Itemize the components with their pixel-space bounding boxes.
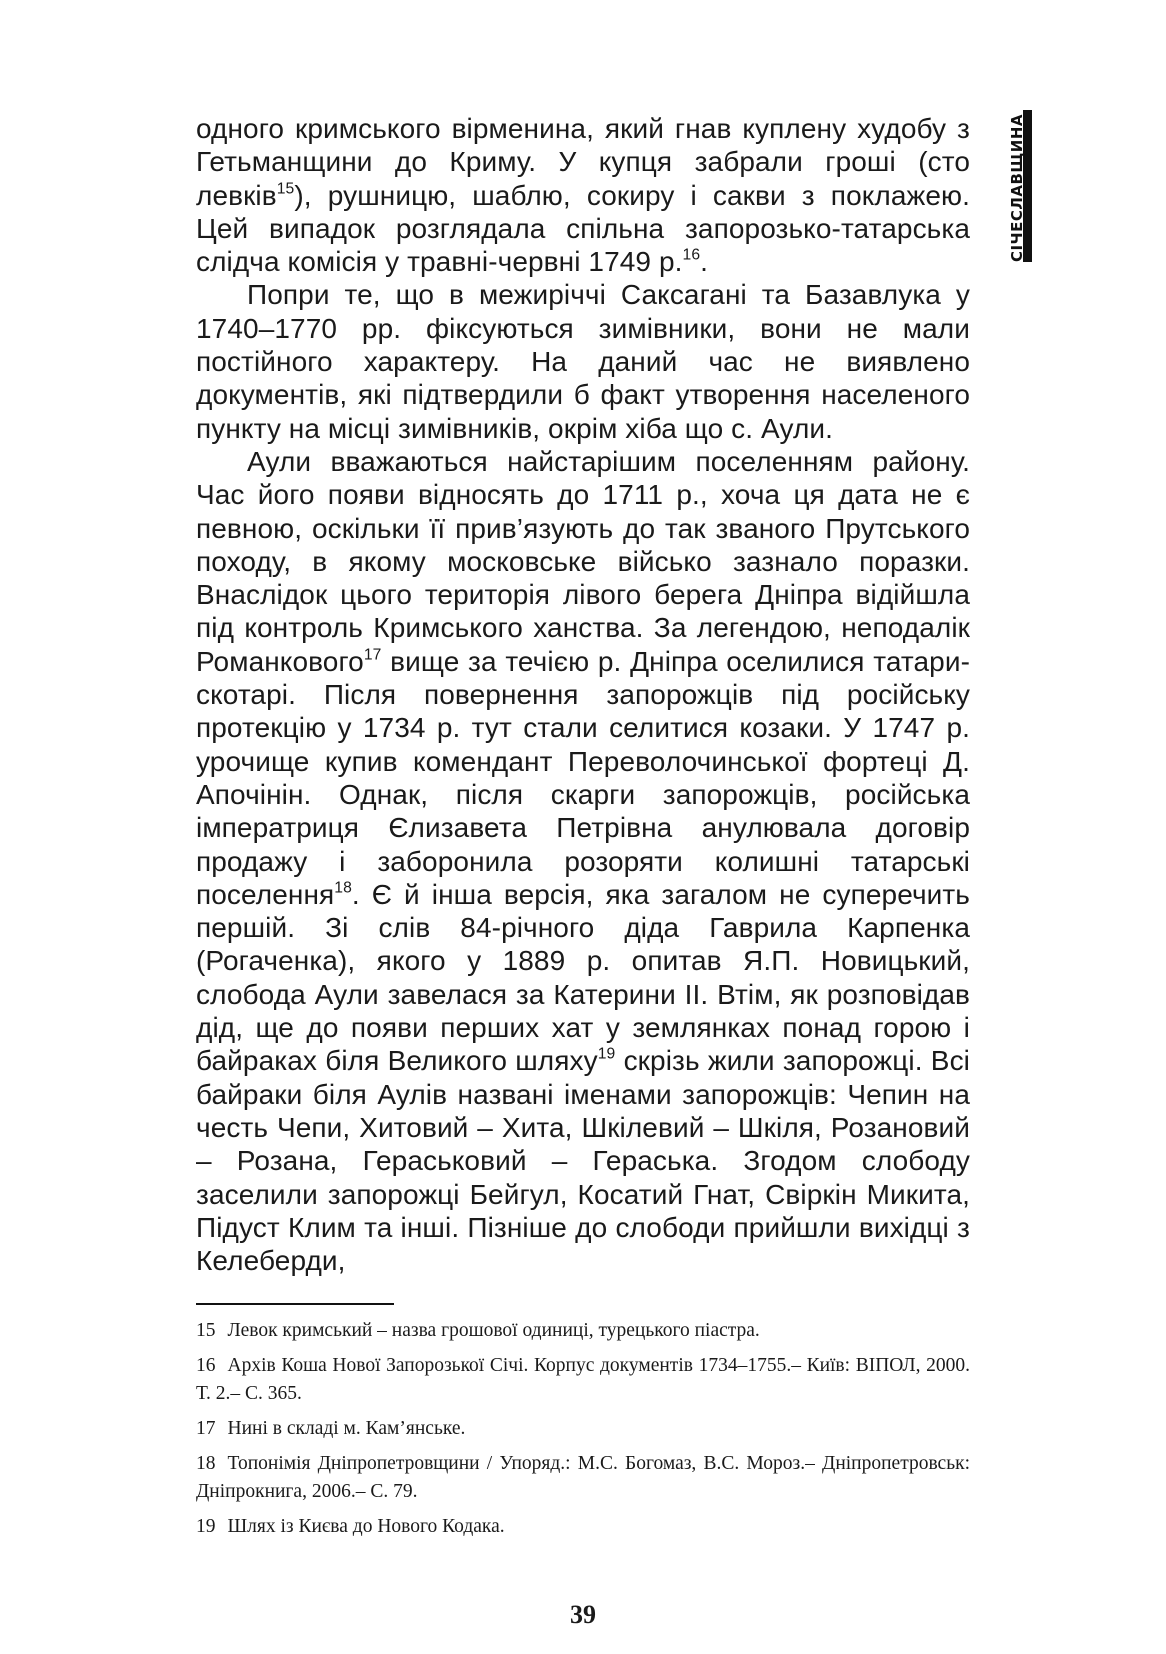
logo-text: СІЧЕСЛАВЩИНА [1008, 113, 1026, 263]
footnote-ref: 19 [597, 1045, 616, 1063]
footnote-ref: 16 [682, 246, 701, 264]
footnote [196, 1317, 970, 1345]
footnote-ref: 18 [334, 879, 352, 897]
footnote-ref: 17 [363, 646, 382, 663]
footnote-text: Архів Коша Нової Запорозької Січі. Корпус документів 1734–1755.– Київ: ВІПОЛ, 2000. Т. 2.– С. 365. [196, 1355, 970, 1404]
text-run: Аули вважаються найстарішим поселенням району. Час його появи відносять до 1711 р., хоча ця дата не є певною, оскільки її прив’язують до так званого Прутського походу, в якому московське військо зазнало поразки. Внаслідок цього територія лівого берега Дніпра відійшла під контроль Кримського ханства. За легендою, неподалік Романкового [196, 445, 970, 677]
text-run: одного кримського вірменина, який гнав куплену худобу з Гетьманщини до Криму. У купця забрали гроші (сто левків [196, 113, 970, 211]
text-run: Попри те, що в межиріччі Саксагані та Базавлука у 1740–1770 рр. фіксуються зимівники, вони не мали постійного характеру. На даний час не виявлено документів, які підтвердили б факт утворення населеного пункту на місці зимівників, окрім хіба що с. Аули. [196, 279, 970, 444]
main-text [196, 112, 970, 1277]
paragraph [196, 278, 970, 444]
footnote [196, 1352, 970, 1408]
footnote-ref: 15 [276, 179, 295, 197]
footnote-number: 16 [196, 1355, 216, 1376]
text-run: . [700, 246, 709, 278]
footnote-number: 15 [196, 1320, 216, 1341]
text-run: скрізь жили запорожці. Всі байраки біля Аулів названі іменами запорожців: Чепин на честь Чепи, Хитовий – Хита, Шкілевий – Шкіля, Розановий – Розана, Гераськовий – Гераська. Згодом слободу заселили запорожці Бейгул, Косатий Гнат, Свіркін Микита, Підуст Клим та інші. Пізніше до слободи прийшли вихідці з Келеберди, [196, 1045, 971, 1277]
text-run: вище за течією р. Дніпра оселилися татари-скотарі. Після повернення запорожців під російську протекцію у 1734 р. тут стали селитися козаки. У 1747 р. урочище купив комендант Переволочинської фортеці Д. Апочінін. Однак, після скарги запорожців, російська імператриця Єлизавета Петрівна анулювала договір продажу і заборонила розоряти колишні татарські поселення [196, 645, 970, 910]
footnote-number: 19 [196, 1516, 216, 1537]
series-logo [985, 108, 1041, 266]
footnote-text: Нині в складі м. Кам’янське. [227, 1418, 466, 1439]
footnotes [196, 1317, 970, 1548]
page-number: 39 [570, 1600, 596, 1629]
footnote [196, 1415, 970, 1443]
footnote-separator [196, 1303, 394, 1305]
footnote-number: 17 [196, 1418, 216, 1439]
footnote [196, 1513, 970, 1541]
footnote [196, 1450, 970, 1506]
footnote-text: Топонімія Дніпропетровщини / Упоряд.: М.С. Богомаз, В.С. Мороз.– Дніпропетровськ: Дніпрокнига, 2006.– С. 79. [196, 1453, 970, 1502]
footnote-text: Шлях із Києва до Нового Кодака. [227, 1516, 505, 1537]
text-run: . Є й інша версія, яка загалом не суперечить першій. Зі слів 84-річного діда Гаврила Карпенка (Рогаченка), якого у 1889 р. опитав Я.П. Новицький, слобода Аули завелася за Катерини ІІ. Втім, як розповідав дід, ще до появи перших хат у землянках понад горою і байраках біля Великого шляху [196, 878, 970, 1077]
footnote-text: Левок кримський – назва грошової одиниці, турецького піастра. [227, 1320, 760, 1341]
text-run: ), рушницю, шаблю, сокиру і сакви з поклажею. Цей випадок розглядала спільна запорозько-татарська слідча комісія у травні-червні 1749 р. [196, 179, 970, 278]
paragraph [196, 112, 970, 278]
footnote-number: 18 [196, 1453, 216, 1474]
paragraph [196, 445, 970, 1277]
